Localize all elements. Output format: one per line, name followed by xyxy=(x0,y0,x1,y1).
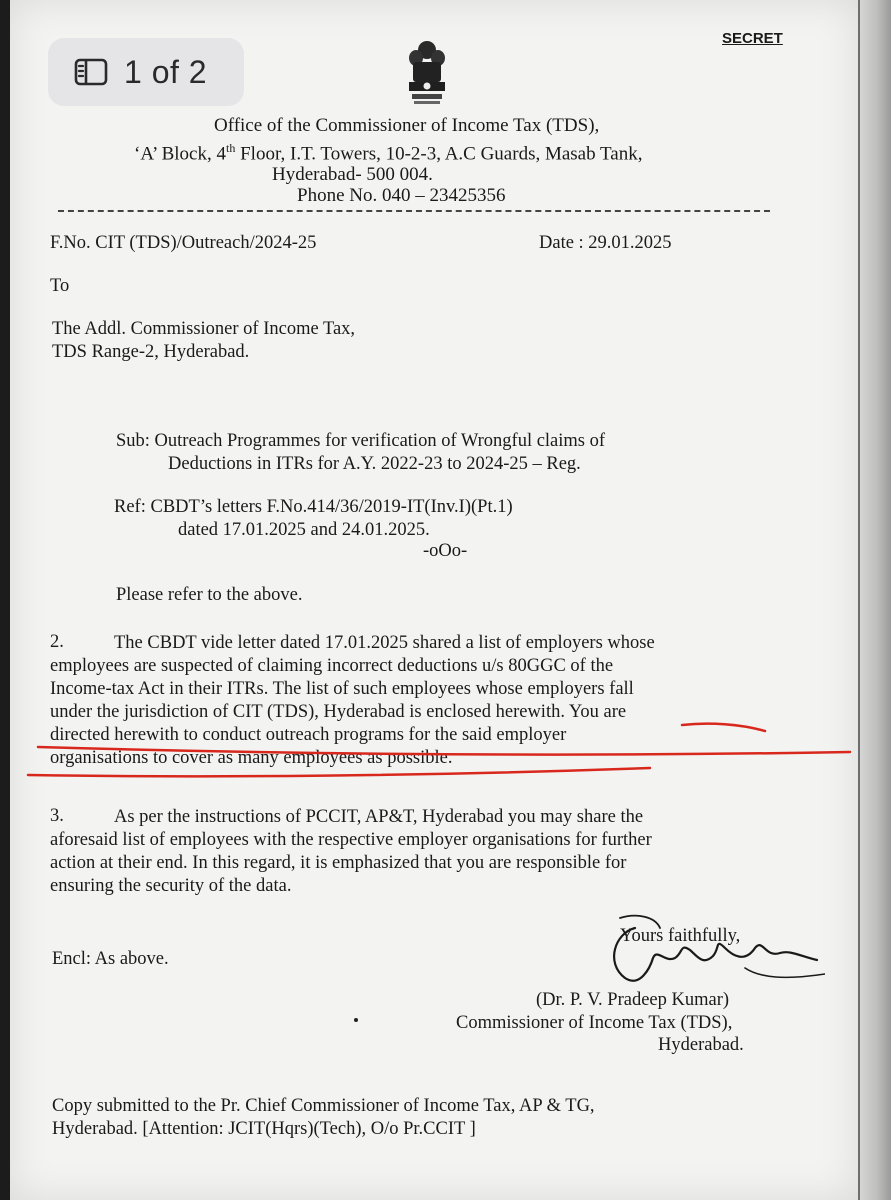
enclosure-note: Encl: As above. xyxy=(52,949,169,969)
addressee-line1: The Addl. Commissioner of Income Tax, xyxy=(52,319,356,339)
para3-line: action at their end. In this regard, it is emphasized that you are responsible for xyxy=(50,853,627,873)
copy-to-line2: Hyderabad. [Attention: JCIT(Hqrs)(Tech), O/o Pr.CCIT ] xyxy=(52,1119,476,1139)
para3-line: ensuring the security of the data. xyxy=(50,876,292,896)
file-number: F.No. CIT (TDS)/Outreach/2024-25 xyxy=(50,233,317,253)
para2-line: organisations to cover as many employees as possible. xyxy=(50,748,453,768)
para3-number: 3. xyxy=(50,806,64,826)
para3-line: As per the instructions of PCCIT, AP&T, Hyderabad you may share the xyxy=(114,807,644,827)
signatory-name: (Dr. P. V. Pradeep Kumar) xyxy=(536,990,730,1010)
office-phone: Phone No. 040 – 23425356 xyxy=(297,185,506,206)
office-city: Hyderabad- 500 004. xyxy=(272,164,433,185)
highlight-underlines xyxy=(10,0,858,800)
copy-to-line1: Copy submitted to the Pr. Chief Commissioner of Income Tax, AP & TG, xyxy=(52,1096,595,1116)
page-edge-line xyxy=(858,0,860,1200)
handwritten-signature xyxy=(595,908,825,998)
para3-line: aforesaid list of employees with the respective employer organisations for further xyxy=(50,830,652,850)
para2-line: under the jurisdiction of CIT (TDS), Hyderabad is enclosed herewith. You are xyxy=(50,702,627,722)
page-indicator[interactable] xyxy=(48,38,244,106)
subject-line1: Sub: Outreach Programmes for verification of Wrongful claims of xyxy=(116,431,606,451)
signatory-place: Hyderabad. xyxy=(658,1035,744,1055)
addressee-line2: TDS Range-2, Hyderabad. xyxy=(52,342,250,362)
office-address: ‘A’ Block, 4th Floor, I.T. Towers, 10-2-3, A.C Guards, Masab Tank, xyxy=(134,141,643,165)
office-name: Office of the Commissioner of Income Tax (TDS), xyxy=(214,115,600,136)
reference-line1: Ref: CBDT’s letters F.No.414/36/2019-IT(Inv.I)(Pt.1) xyxy=(114,497,513,517)
page-count-label: 1 of 2 xyxy=(124,53,208,90)
para2-number: 2. xyxy=(50,632,64,652)
page-edge-shadow xyxy=(858,0,891,1200)
to-label: To xyxy=(50,276,70,296)
para2-line: Income-tax Act in their ITRs. The list of such employees whose employers fall xyxy=(50,679,634,699)
closing-line: Yours faithfully, xyxy=(620,926,741,946)
para2-line: The CBDT vide letter dated 17.01.2025 shared a list of employers whose xyxy=(114,633,655,653)
para2-line: directed herewith to conduct outreach programs for the said employer xyxy=(50,725,567,745)
classification-label: SECRET xyxy=(722,30,783,47)
para2-line: employees are suspected of claiming incorrect deductions u/s 80GGC of the xyxy=(50,656,614,676)
letter-date: Date : 29.01.2025 xyxy=(539,233,672,253)
subject-line2: Deductions in ITRs for A.Y. 2022-23 to 2024-25 – Reg. xyxy=(168,454,581,474)
opening-line: Please refer to the above. xyxy=(116,585,303,605)
signatory-designation: Commissioner of Income Tax (TDS), xyxy=(456,1013,733,1033)
sidebar-toggle-icon[interactable] xyxy=(74,58,108,86)
document-page xyxy=(10,0,858,1200)
reference-separator: -oOo- xyxy=(423,541,468,561)
ink-dot xyxy=(354,1018,358,1022)
reference-line2: dated 17.01.2025 and 24.01.2025. xyxy=(178,520,430,540)
